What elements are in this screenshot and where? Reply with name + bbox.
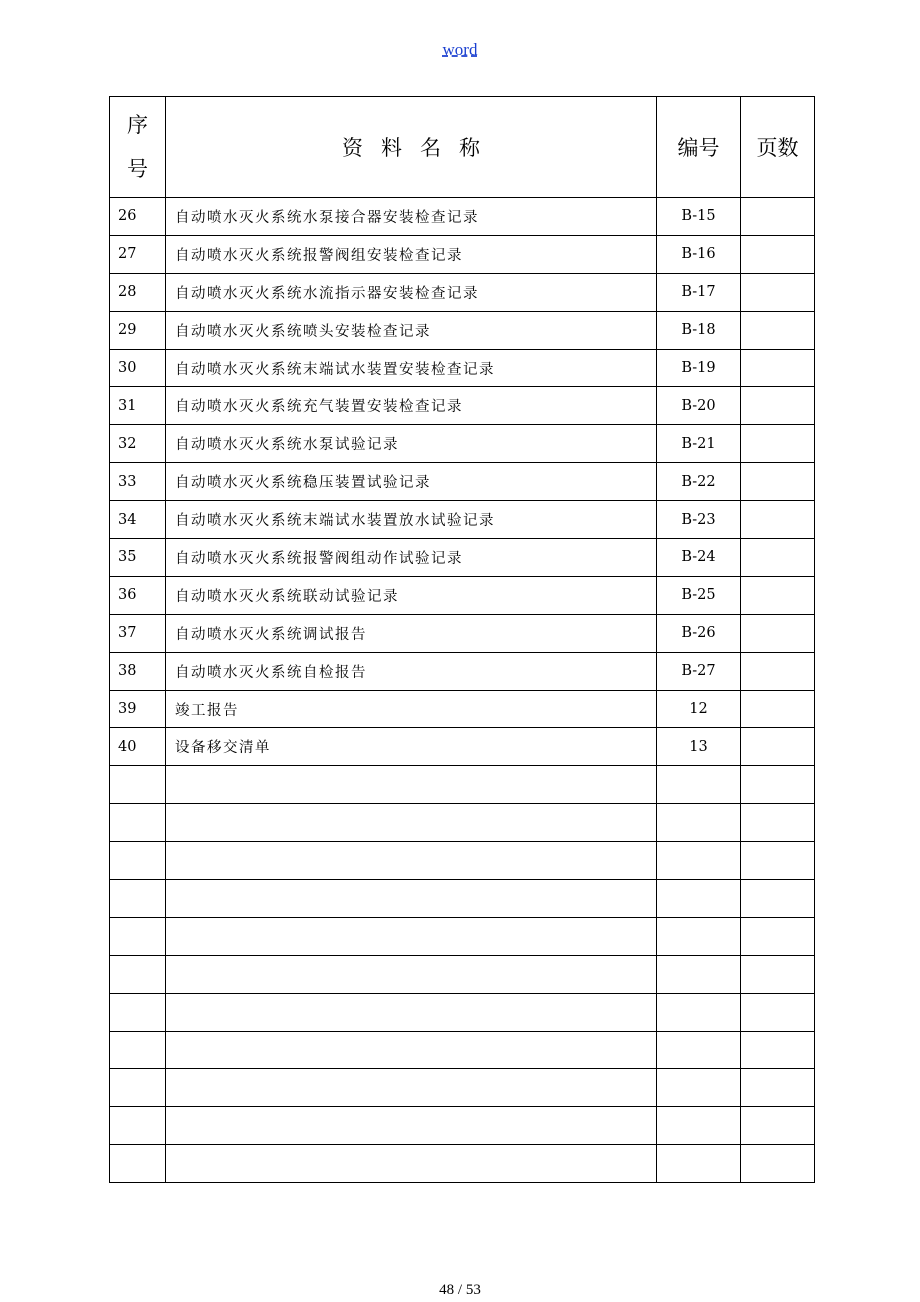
cell-pages [741,652,815,690]
cell-no: 27 [110,235,166,273]
cell-pages [741,1031,815,1069]
cell-pages [741,387,815,425]
cell-pages [741,198,815,236]
cell-pages [741,842,815,880]
cell-pages [741,576,815,614]
cell-no [110,1107,166,1145]
cell-code [657,955,741,993]
cell-no [110,1069,166,1107]
cell-no: 40 [110,728,166,766]
table-row [110,539,815,577]
cell-no [110,880,166,918]
cell-pages [741,1069,815,1107]
cell-no: 30 [110,349,166,387]
cell-code [657,842,741,880]
cell-name: 自动喷水灭火系统水泵试验记录 [166,425,657,463]
column-header-no [110,97,166,198]
column-header-no-line1: 序 [127,113,148,137]
cell-pages [741,955,815,993]
cell-pages [741,804,815,842]
cell-code [657,1031,741,1069]
column-header-no-line2: 号 [127,157,148,181]
table-row [110,463,815,501]
cell-code [657,993,741,1031]
table-row [110,1145,815,1183]
cell-pages [741,539,815,577]
cell-name: 设备移交清单 [166,728,657,766]
cell-no [110,993,166,1031]
cell-pages [741,425,815,463]
cell-name: 自动喷水灭火系统自检报告 [166,652,657,690]
cell-pages [741,728,815,766]
cell-code: B-15 [657,198,741,236]
cell-pages [741,311,815,349]
table-header-row [110,97,815,198]
cell-no: 35 [110,539,166,577]
table-row [110,766,815,804]
cell-code: B-20 [657,387,741,425]
cell-no [110,804,166,842]
cell-code [657,766,741,804]
column-header-code: 编号 [657,97,741,198]
cell-pages [741,235,815,273]
table-row [110,804,815,842]
cell-pages [741,1107,815,1145]
cell-no: 39 [110,690,166,728]
cell-code: B-26 [657,614,741,652]
table-row [110,198,815,236]
cell-code: 13 [657,728,741,766]
cell-code: B-16 [657,235,741,273]
cell-code: B-21 [657,425,741,463]
cell-name: 自动喷水灭火系统末端试水装置安装检查记录 [166,349,657,387]
cell-pages [741,917,815,955]
cell-name: 自动喷水灭火系统充气装置安装检查记录 [166,387,657,425]
cell-name: 自动喷水灭火系统水流指示器安装检查记录 [166,273,657,311]
header-word-link[interactable]: word [442,40,478,59]
table-row [110,614,815,652]
cell-no: 37 [110,614,166,652]
table-row [110,652,815,690]
cell-no: 38 [110,652,166,690]
cell-name [166,1145,657,1183]
cell-code [657,1145,741,1183]
cell-pages [741,993,815,1031]
cell-code: B-24 [657,539,741,577]
table-row [110,1031,815,1069]
cell-pages [741,880,815,918]
table-row [110,690,815,728]
cell-code: B-25 [657,576,741,614]
table-row [110,728,815,766]
cell-name [166,955,657,993]
table-row [110,880,815,918]
cell-name: 竣工报告 [166,690,657,728]
records-table [109,96,815,1183]
cell-pages [741,1145,815,1183]
cell-pages [741,690,815,728]
cell-code [657,804,741,842]
cell-name: 自动喷水灭火系统稳压装置试验记录 [166,463,657,501]
cell-code: B-23 [657,501,741,539]
cell-name: 自动喷水灭火系统末端试水装置放水试验记录 [166,501,657,539]
cell-pages [741,614,815,652]
table-row [110,993,815,1031]
cell-name [166,804,657,842]
cell-name: 自动喷水灭火系统报警阀组动作试验记录 [166,539,657,577]
cell-name: 自动喷水灭火系统喷头安装检查记录 [166,311,657,349]
cell-pages [741,501,815,539]
cell-code: 12 [657,690,741,728]
cell-name [166,993,657,1031]
table-row [110,955,815,993]
cell-no: 36 [110,576,166,614]
cell-name: 自动喷水灭火系统调试报告 [166,614,657,652]
cell-name [166,766,657,804]
cell-no: 31 [110,387,166,425]
cell-pages [741,273,815,311]
table-row [110,842,815,880]
cell-no [110,1031,166,1069]
table-row [110,387,815,425]
cell-name: 自动喷水灭火系统报警阀组安装检查记录 [166,235,657,273]
cell-no [110,842,166,880]
table-row [110,1069,815,1107]
cell-code [657,917,741,955]
table-row [110,917,815,955]
table-row [110,425,815,463]
cell-code [657,1069,741,1107]
cell-code: B-22 [657,463,741,501]
cell-pages [741,349,815,387]
cell-no: 34 [110,501,166,539]
table-row [110,1107,815,1145]
cell-name [166,880,657,918]
table-row [110,235,815,273]
cell-pages [741,766,815,804]
cell-name [166,1031,657,1069]
table-body [110,198,815,1183]
cell-pages [741,463,815,501]
cell-no [110,766,166,804]
table-row [110,311,815,349]
cell-name [166,1069,657,1107]
cell-name [166,917,657,955]
cell-code [657,1107,741,1145]
cell-name [166,1107,657,1145]
cell-code [657,880,741,918]
page-number: 48 / 53 [439,1282,481,1298]
column-header-name: 资料名称 [166,97,657,198]
cell-code: B-17 [657,273,741,311]
cell-no: 29 [110,311,166,349]
cell-code: B-18 [657,311,741,349]
cell-no: 26 [110,198,166,236]
cell-code: B-27 [657,652,741,690]
cell-name: 自动喷水灭火系统水泵接合器安装检查记录 [166,198,657,236]
table-row [110,576,815,614]
column-header-pages: 页数 [741,97,815,198]
table-row [110,273,815,311]
cell-name: 自动喷水灭火系统联动试验记录 [166,576,657,614]
cell-no: 28 [110,273,166,311]
cell-code: B-19 [657,349,741,387]
table-row [110,501,815,539]
cell-no: 33 [110,463,166,501]
cell-no [110,955,166,993]
cell-no [110,1145,166,1183]
cell-name [166,842,657,880]
cell-no: 32 [110,425,166,463]
table-row [110,349,815,387]
cell-no [110,917,166,955]
